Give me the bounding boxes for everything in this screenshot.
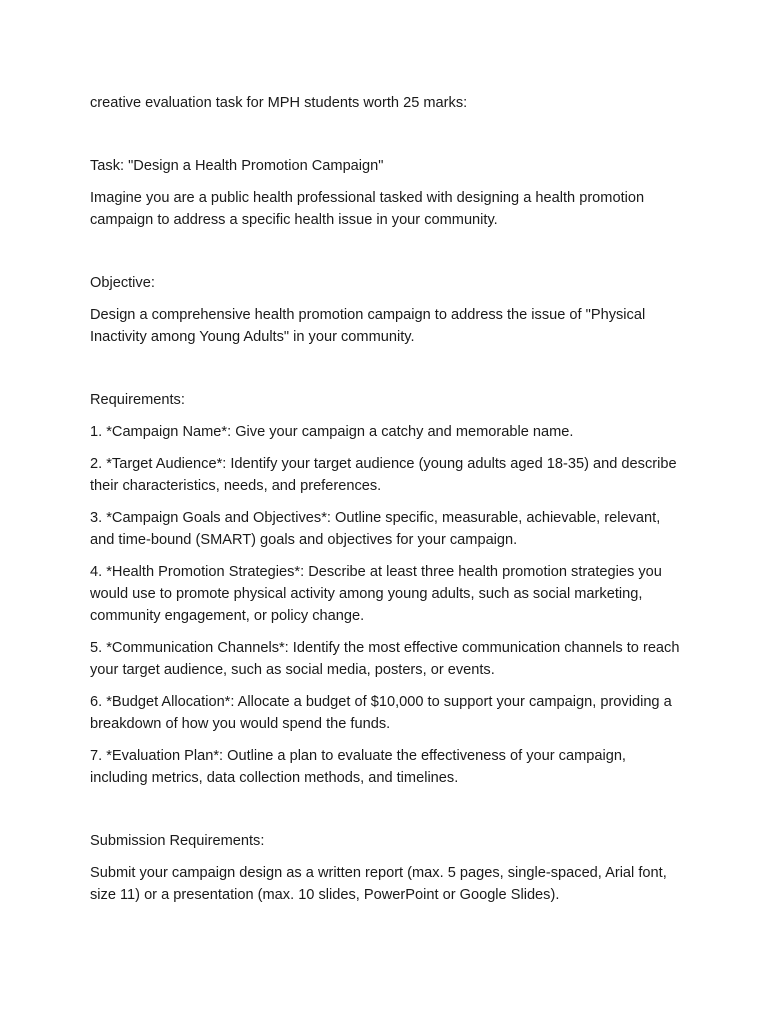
requirement-item-6: 6. *Budget Allocation*: Allocate a budget of $10,000 to support your campaign, providing a breakdown of how you would spend the funds.	[90, 694, 672, 732]
intro-line: creative evaluation task for MPH students worth 25 marks:	[90, 95, 468, 111]
objective-heading: Objective:	[90, 275, 155, 291]
requirements-heading: Requirements:	[90, 392, 185, 408]
task-description: Imagine you are a public health professional tasked with designing a health promotion campaign to address a specific health issue in your community.	[90, 190, 645, 228]
requirement-item-4: 4. *Health Promotion Strategies*: Describe at least three health promotion strategies you would use to promote physical activity among young adults, such as social marketing, community engagement, or policy change.	[90, 564, 662, 624]
document-body	[90, 92, 680, 906]
requirement-item-2: 2. *Target Audience*: Identify your target audience (young adults aged 18-35) and describe their characteristics, needs, and preferences.	[90, 456, 677, 494]
requirement-item-3: 3. *Campaign Goals and Objectives*: Outline specific, measurable, achievable, relevant, and time-bound (SMART) goals and objectives for your campaign.	[90, 510, 661, 548]
submission-text: Submit your campaign design as a written report (max. 5 pages, single-spaced, Arial font, size 11) or a presentation (max. 10 slides, PowerPoint or Google Slides).	[90, 865, 667, 903]
requirement-item-7: 7. *Evaluation Plan*: Outline a plan to evaluate the effectiveness of your campaign, including metrics, data collection methods, and timelines.	[90, 748, 626, 786]
requirement-item-1: 1. *Campaign Name*: Give your campaign a catchy and memorable name.	[90, 424, 574, 440]
task-title: Task: "Design a Health Promotion Campaign"	[90, 158, 384, 174]
objective-text: Design a comprehensive health promotion campaign to address the issue of "Physical Inactivity among Young Adults" in your community.	[90, 307, 646, 345]
requirement-item-5: 5. *Communication Channels*: Identify the most effective communication channels to reach your target audience, such as social media, posters, or events.	[90, 640, 680, 678]
submission-heading: Submission Requirements:	[90, 833, 265, 849]
